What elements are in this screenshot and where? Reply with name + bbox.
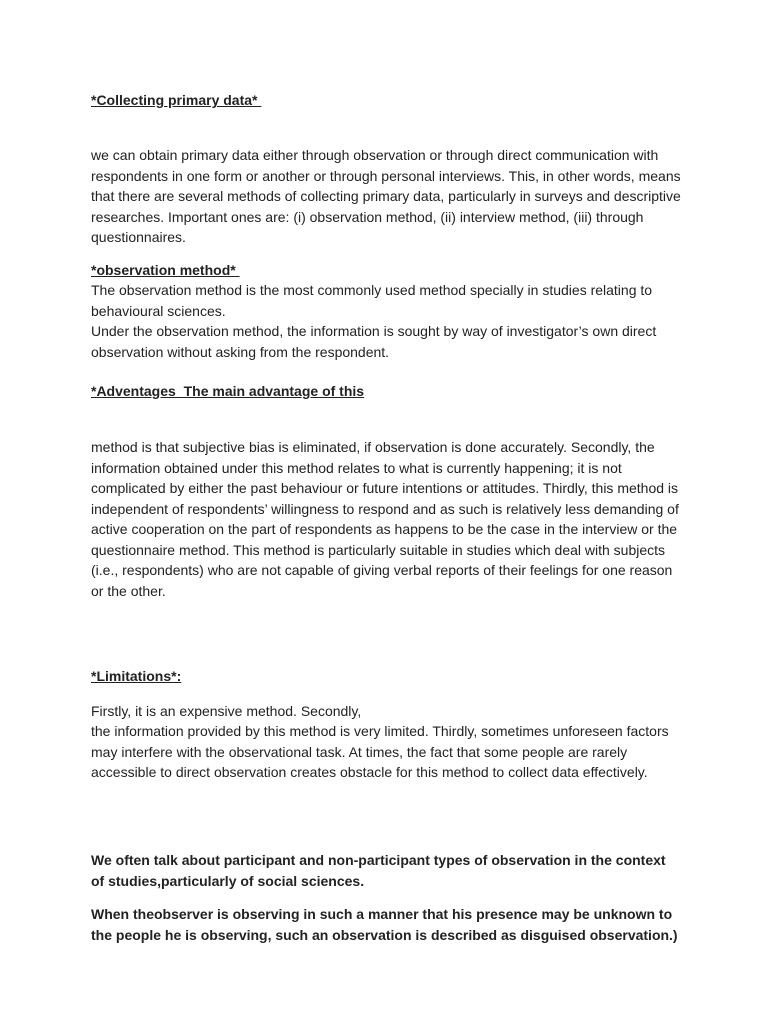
paragraph-observation-1: The observation method is the most commonly used method specially in studies relating to behavioural sciences.: [91, 282, 653, 319]
paragraph-participant-types: We often talk about participant and non-participant types of observation in the context of studies,particularly of social sciences.: [91, 852, 666, 889]
heading-observation-method: *observation method*: [91, 262, 240, 278]
paragraph-observation-2: Under the observation method, the information is sought by way of investigator’s own direct observation without asking from the respondent.: [91, 323, 657, 360]
heading-advantages: *Adventages The main advantage of this: [91, 383, 365, 399]
paragraph-advantages: method is that subjective bias is eliminated, if observation is done accurately. Secondly, the information obtained under this method relates to what is currently happening; it is not complicated by either the past behaviour or future intentions or attitudes. Thirdly, this method is independent of respondents’ willingness to respond and as such is relatively less demanding of active cooperation on the part of respondents as happens to be the case in the interview or the questionnaire method. This method is particularly suitable in studies which deal with subjects (i.e., respondents) who are not capable of giving verbal reports of their feelings for one reason or the other.: [91, 439, 679, 599]
heading-collecting-primary-data: *Collecting primary data*: [91, 92, 262, 108]
paragraph-limitations-1: Firstly, it is an expensive method. Secondly,: [91, 703, 362, 719]
paragraph-intro: we can obtain primary data either through observation or through direct communication with respondents in one form or another or through personal interviews. This, in other words, means that there are several methods of collecting primary data, particularly in surveys and descriptive researches. Important ones are: (i) observation method, (ii) interview method, (iii) through questionnaires.: [91, 147, 681, 245]
paragraph-limitations-2: the information provided by this method is very limited. Thirdly, sometimes unforeseen factors may interfere with the observational task. At times, the fact that some people are rarely accessible to direct observation creates obstacle for this method to collect data effectively.: [91, 723, 669, 780]
paragraph-disguised-observation: When theobserver is observing in such a manner that his presence may be unknown to the people he is observing, such an observation is described as disguised observation.): [91, 906, 678, 943]
heading-limitations: *Limitations*:: [91, 668, 182, 684]
